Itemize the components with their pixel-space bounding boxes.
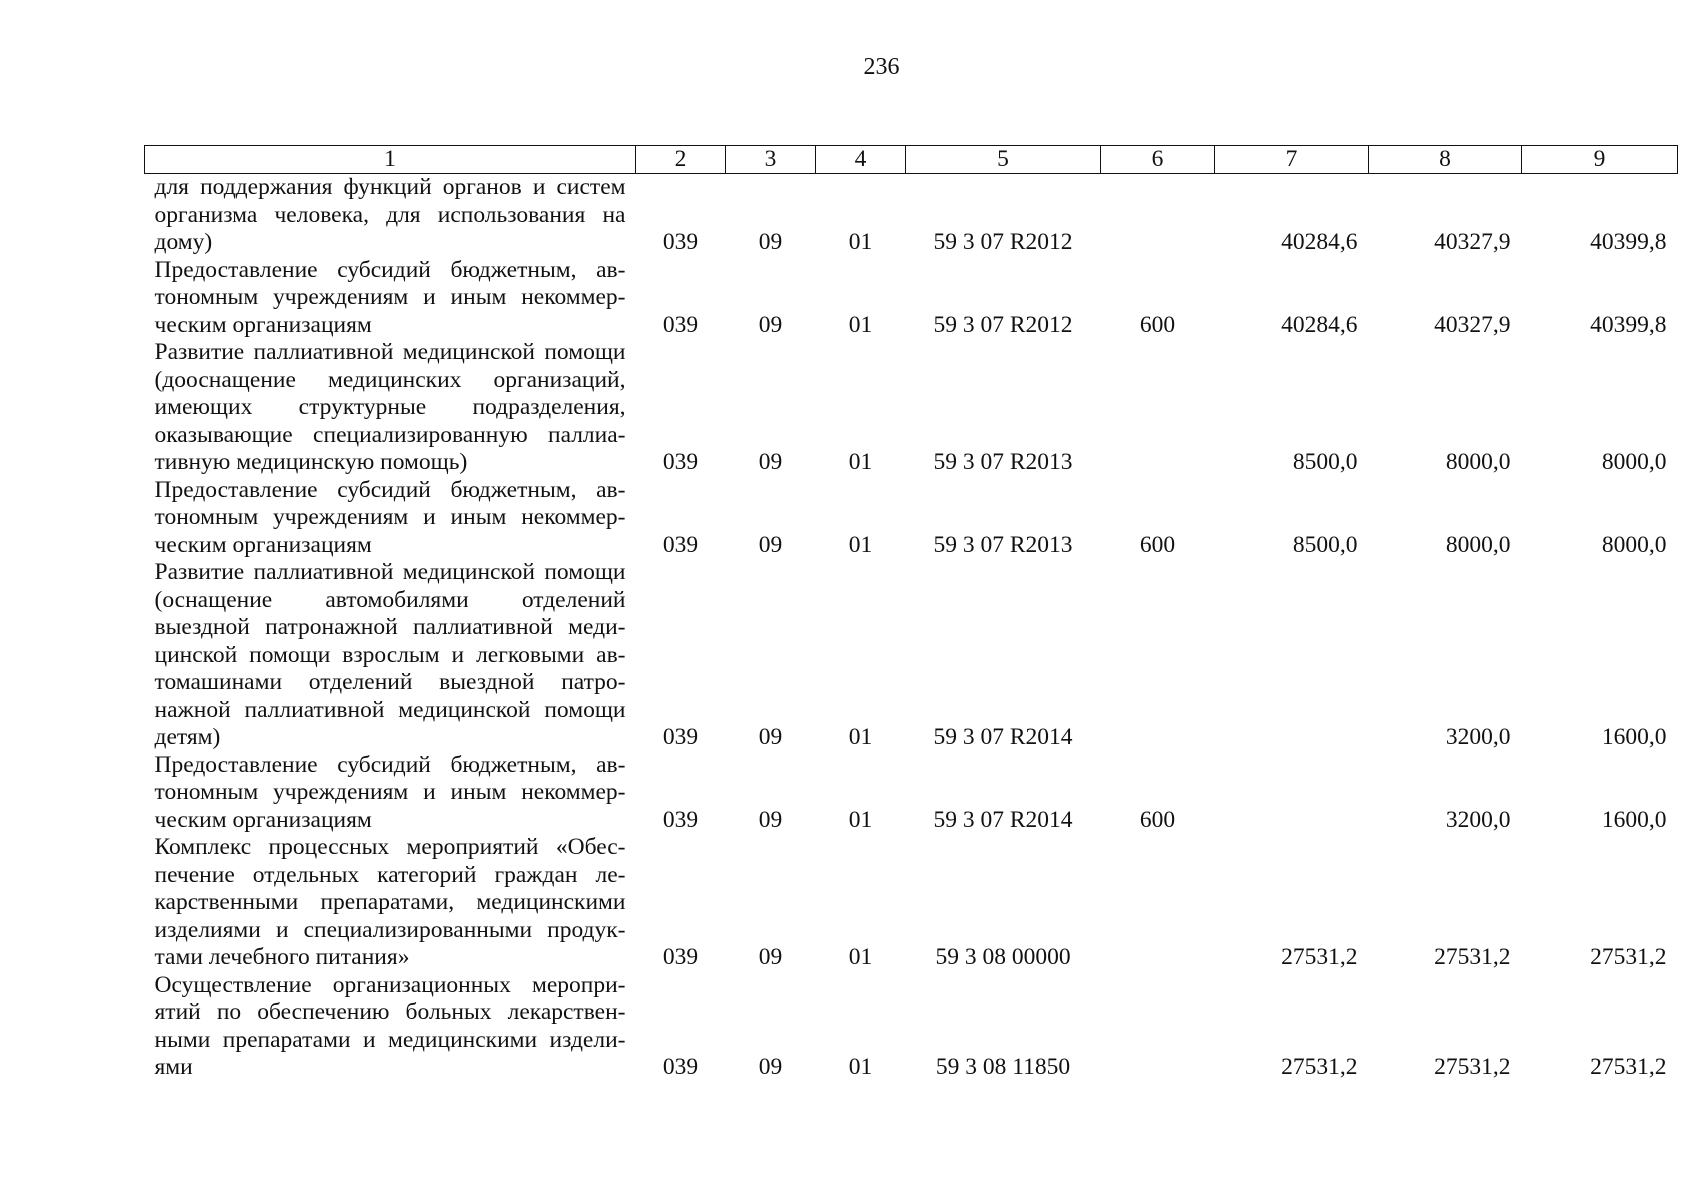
row-description: Предоставление субсидий бюджетным, автономным учреждениям и иным некоммерческим организациям <box>154 256 626 338</box>
row-col-6 <box>1101 834 1215 972</box>
row-col-9: 27531,2 <box>1590 1054 1667 1080</box>
row-col-3: 09 <box>758 944 783 970</box>
row-col-2: 039 <box>662 724 699 750</box>
row-col-2: 039 <box>662 1054 699 1080</box>
row-col-9: 40399,8 <box>1590 229 1667 255</box>
row-col-2: 039 <box>662 229 699 255</box>
row-col-9: 8000,0 <box>1601 449 1667 475</box>
row-col-4: 01 <box>848 229 873 255</box>
row-col-4: 01 <box>848 1054 873 1080</box>
table-row <box>145 477 1678 560</box>
row-col-8: 8000,0 <box>1445 531 1511 558</box>
table-body <box>145 174 1678 1082</box>
row-col-8: 27531,2 <box>1434 944 1511 970</box>
row-col-3: 09 <box>758 229 783 255</box>
row-col-9: 1600,0 <box>1601 724 1667 750</box>
row-description: Предоставление субсидий бюджетным, автономным учреждениям и иным некоммерческим организациям <box>154 476 626 558</box>
header-cell-3: 3 <box>726 146 816 174</box>
row-col-3: 09 <box>758 724 783 750</box>
row-col-5: 59 3 07 R2014 <box>933 806 1073 833</box>
row-description: для поддержания функций органов и систем организма человека, для использования на дому) <box>154 174 626 255</box>
table-row <box>145 752 1678 835</box>
row-description: Развитие паллиативной медицинской помощи (оснащение автомобилями отделений выездной патронажной паллиативной медицинской помощи взрослым и легковыми автомашинами отделений выездной патронажной паллиативной медицинской помощи детям) <box>154 559 626 750</box>
row-col-4: 01 <box>848 311 873 338</box>
page-number: 236 <box>863 54 900 80</box>
row-description: Комплекс процессных мероприятий «Обеспечение отдельных категорий граждан лекарственными препаратами, медицинскими изделиями и специализированными продуктами лечебного питания» <box>154 834 626 970</box>
header-row <box>145 146 1678 174</box>
table-row <box>145 559 1678 752</box>
header-cell-8: 8 <box>1369 146 1522 174</box>
row-col-6 <box>1101 339 1215 477</box>
row-col-3: 09 <box>758 311 783 338</box>
row-col-6 <box>1101 972 1215 1082</box>
row-col-7: 40284,6 <box>1281 229 1358 255</box>
header-cell-6: 6 <box>1101 146 1215 174</box>
row-col-3: 09 <box>758 449 783 475</box>
row-col-9: 8000,0 <box>1601 531 1667 558</box>
row-col-5: 59 3 07 R2014 <box>933 724 1073 750</box>
row-col-8: 3200,0 <box>1445 724 1511 750</box>
row-col-3: 09 <box>758 806 783 833</box>
header-cell-9: 9 <box>1522 146 1678 174</box>
row-col-3: 09 <box>758 531 783 558</box>
row-col-5: 59 3 07 R2013 <box>933 531 1073 558</box>
row-col-9: 27531,2 <box>1590 944 1667 970</box>
header-cell-7: 7 <box>1215 146 1369 174</box>
table-header <box>145 146 1678 174</box>
row-col-7: 40284,6 <box>1281 311 1358 338</box>
row-col-8: 3200,0 <box>1445 806 1511 833</box>
header-cell-4: 4 <box>816 146 906 174</box>
row-col-2: 039 <box>662 806 699 833</box>
row-col-2: 039 <box>662 531 699 558</box>
table-row <box>145 257 1678 340</box>
row-col-8: 40327,9 <box>1434 229 1511 255</box>
row-col-9: 1600,0 <box>1601 806 1667 833</box>
row-col-6: 600 <box>1139 311 1176 338</box>
header-cell-2: 2 <box>636 146 726 174</box>
row-col-7: 27531,2 <box>1281 944 1358 970</box>
row-col-5: 59 3 07 R2012 <box>933 229 1073 255</box>
row-col-2: 039 <box>662 944 699 970</box>
row-col-2: 039 <box>662 311 699 338</box>
budget-table <box>144 145 1678 1082</box>
row-description: Осуществление организационных мероприятий по обеспечению больных лекарственными препаратами и медицинскими изделиями <box>154 971 626 1080</box>
header-cell-5: 5 <box>906 146 1101 174</box>
row-col-7 <box>1215 559 1369 752</box>
row-description: Предоставление субсидий бюджетным, автономным учреждениям и иным некоммерческим организациям <box>154 751 626 833</box>
row-col-6: 600 <box>1139 531 1176 558</box>
row-col-5: 59 3 07 R2012 <box>933 311 1073 338</box>
row-col-4: 01 <box>848 944 873 970</box>
row-col-5: 59 3 07 R2013 <box>933 449 1073 475</box>
row-col-2: 039 <box>662 449 699 475</box>
row-col-7: 8500,0 <box>1292 449 1358 475</box>
row-col-3: 09 <box>758 1054 783 1080</box>
row-col-5: 59 3 08 11850 <box>935 1054 1071 1080</box>
row-col-8: 27531,2 <box>1434 1054 1511 1080</box>
table-row <box>145 174 1678 257</box>
header-cell-1: 1 <box>145 146 636 174</box>
table-row <box>145 834 1678 972</box>
row-col-7: 27531,2 <box>1281 1054 1358 1080</box>
row-col-4: 01 <box>848 531 873 558</box>
row-col-6 <box>1101 559 1215 752</box>
table-row <box>145 972 1678 1082</box>
row-col-6: 600 <box>1139 806 1176 833</box>
row-description: Развитие паллиативной медицинской помощи (дооснащение медицинских организаций, имеющих структурные подразделения, оказывающие специализированную паллиативную медицинскую помощь) <box>154 339 626 475</box>
row-col-8: 40327,9 <box>1434 311 1511 338</box>
table-row <box>145 339 1678 477</box>
row-col-4: 01 <box>848 449 873 475</box>
row-col-7 <box>1215 752 1369 835</box>
row-col-4: 01 <box>848 724 873 750</box>
row-col-8: 8000,0 <box>1445 449 1511 475</box>
row-col-7: 8500,0 <box>1292 531 1358 558</box>
row-col-6 <box>1101 174 1215 257</box>
row-col-9: 40399,8 <box>1590 311 1667 338</box>
row-col-5: 59 3 08 00000 <box>935 944 1071 970</box>
row-col-4: 01 <box>848 806 873 833</box>
